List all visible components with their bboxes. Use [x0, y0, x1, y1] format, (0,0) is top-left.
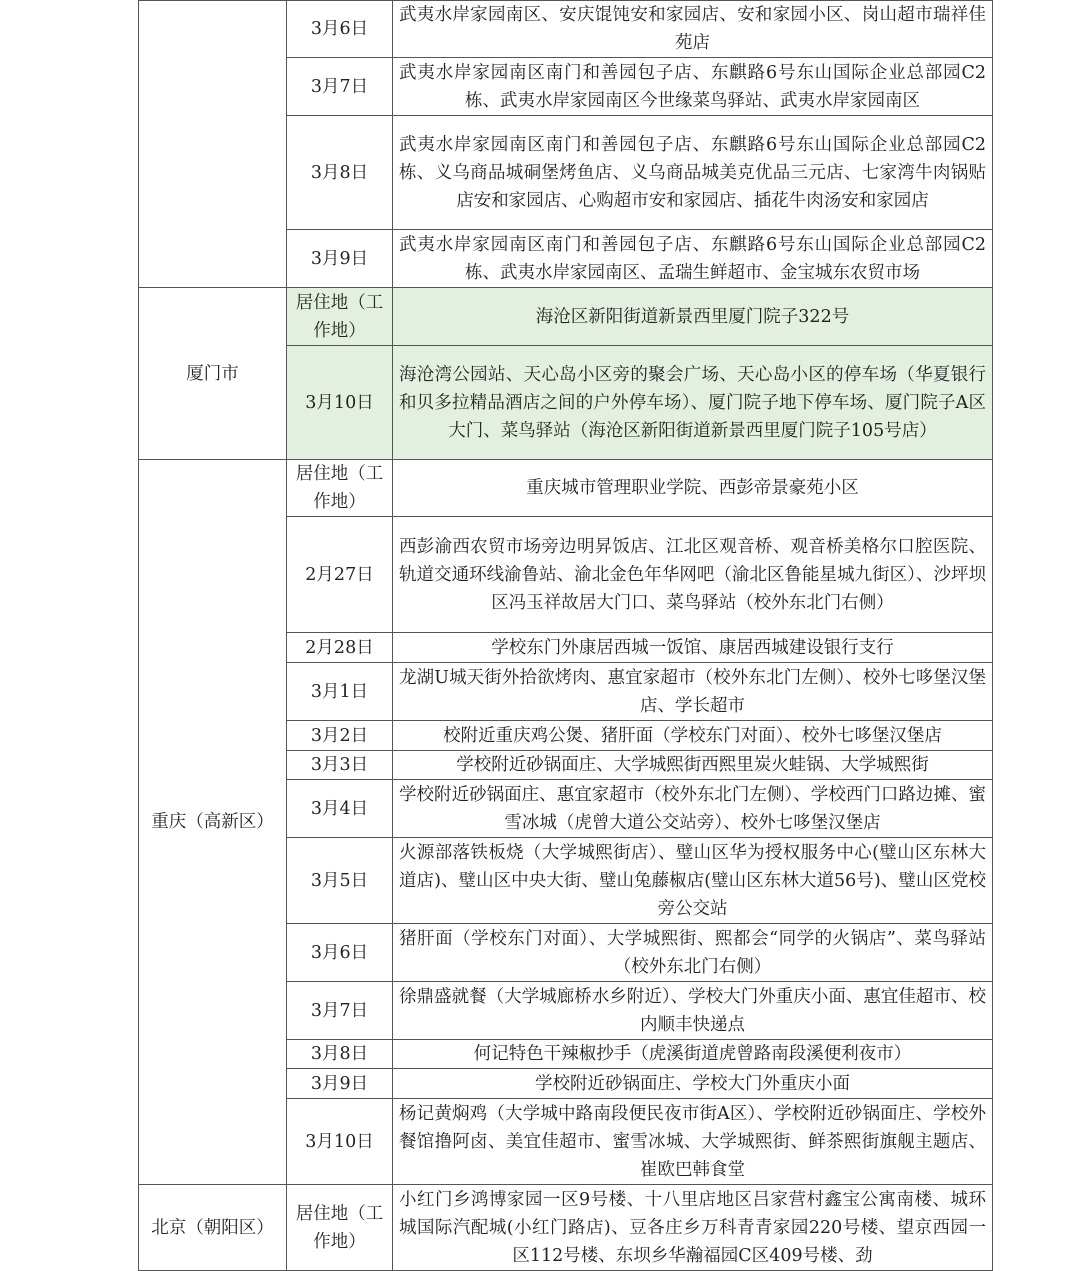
city-cell: 重庆（高新区）: [139, 460, 287, 1185]
date-cell: 3月8日: [287, 116, 393, 230]
places-cell: 小红门乡鸿博家园一区9号楼、十八里店地区吕家营村鑫宝公寓南楼、城环城国际汽配城(小红门路店)、豆各庄乡万科青青家园220号楼、望京西园一区112号楼、东坝乡华瀚福园C区409号楼、劲: [393, 1185, 993, 1271]
city-cell: 厦门市: [139, 288, 287, 460]
places-cell: 学校东门外康居西城一饭馆、康居西城建设银行支行: [393, 633, 993, 663]
places-cell: 徐鼎盛就餐（大学城廊桥水乡附近）、学校大门外重庆小面、惠宜佳超市、校内顺丰快递点: [393, 982, 993, 1040]
date-cell: 3月6日: [287, 924, 393, 982]
date-cell: 居住地（工作地）: [287, 460, 393, 517]
date-cell: 3月10日: [287, 346, 393, 460]
table-row: [139, 460, 993, 517]
date-cell: 3月3日: [287, 751, 393, 780]
date-cell: 3月4日: [287, 780, 393, 838]
date-cell: 居住地（工作地）: [287, 1185, 393, 1271]
date-cell: 3月6日: [287, 1, 393, 58]
date-cell: 3月10日: [287, 1099, 393, 1185]
city-cell: [139, 1, 287, 288]
places-cell: 学校附近砂锅面庄、惠宜家超市（校外东北门左侧）、学校西门口路边摊、蜜雪冰城（虎曾大道公交站旁）、校外七哆堡汉堡店: [393, 780, 993, 838]
date-cell: 3月7日: [287, 982, 393, 1040]
places-cell: 西彭渝西农贸市场旁边明昇饭店、江北区观音桥、观音桥美格尔口腔医院、轨道交通环线渝鲁站、渝北金色年华网吧（渝北区鲁能星城九街区）、沙坪坝区冯玉祥故居大门口、菜鸟驿站（校外东北门右侧）: [393, 517, 993, 633]
places-cell: 杨记黄焖鸡（大学城中路南段便民夜市街A区）、学校附近砂锅面庄、学校外餐馆撸阿卤、美宜佳超市、蜜雪冰城、大学城熙街、鲜茶熙街旗舰主题店、崔欧巴韩食堂: [393, 1099, 993, 1185]
places-cell: 武夷水岸家园南区南门和善园包子店、东麒路6号东山国际企业总部园C2栋、武夷水岸家园南区、孟瑞生鲜超市、金宝城东农贸市场: [393, 230, 993, 288]
places-cell: 武夷水岸家园南区、安庆馄饨安和家园店、安和家园小区、岗山超市瑞祥佳苑店: [393, 1, 993, 58]
places-cell: 火源部落铁板烧（大学城熙街店）、璧山区华为授权服务中心(璧山区东林大道店)、璧山区中央大街、璧山兔藤椒店(璧山区东林大道56号)、璧山区党校旁公交站: [393, 838, 993, 924]
date-cell: 3月2日: [287, 721, 393, 751]
places-cell: 海沧湾公园站、天心岛小区旁的聚会广场、天心岛小区的停车场（华夏银行和贝多拉精品酒店之间的户外停车场）、厦门院子地下停车场、厦门院子A区大门、菜鸟驿站（海沧区新阳街道新景西里厦门院子105号店）: [393, 346, 993, 460]
date-cell: 3月7日: [287, 58, 393, 116]
table-row: [139, 1185, 993, 1271]
city-cell: 北京（朝阳区）: [139, 1185, 287, 1271]
places-cell: 重庆城市管理职业学院、西彭帝景豪苑小区: [393, 460, 993, 517]
places-cell: 海沧区新阳街道新景西里厦门院子322号: [393, 288, 993, 346]
date-cell: 2月28日: [287, 633, 393, 663]
date-cell: 3月9日: [287, 230, 393, 288]
places-cell: 武夷水岸家园南区南门和善园包子店、东麒路6号东山国际企业总部园C2栋、义乌商品城硐堡烤鱼店、义乌商品城美克优品三元店、七家湾牛肉锅贴店安和家园店、心购超市安和家园店、插花牛肉汤安和家园店: [393, 116, 993, 230]
places-cell: 校附近重庆鸡公煲、猪肝面（学校东门对面）、校外七哆堡汉堡店: [393, 721, 993, 751]
date-cell: 居住地（工作地）: [287, 288, 393, 346]
places-cell: 学校附近砂锅面庄、大学城熙街西熙里炭火蛙锅、大学城熙街: [393, 751, 993, 780]
places-cell: 猪肝面（学校东门对面）、大学城熙街、熙都会“同学的火锅店”、菜鸟驿站（校外东北门右侧）: [393, 924, 993, 982]
date-cell: 2月27日: [287, 517, 393, 633]
date-cell: 3月9日: [287, 1069, 393, 1099]
places-cell: 学校附近砂锅面庄、学校大门外重庆小面: [393, 1069, 993, 1099]
places-cell: 武夷水岸家园南区南门和善园包子店、东麒路6号东山国际企业总部园C2栋、武夷水岸家园南区今世缘菜鸟驿站、武夷水岸家园南区: [393, 58, 993, 116]
date-cell: 3月5日: [287, 838, 393, 924]
date-cell: 3月8日: [287, 1040, 393, 1069]
case-itinerary-table: [138, 0, 993, 1271]
places-cell: 龙湖U城天街外拾欲烤肉、惠宜家超市（校外东北门左侧）、校外七哆堡汉堡店、学长超市: [393, 663, 993, 721]
date-cell: 3月1日: [287, 663, 393, 721]
places-cell: 何记特色干辣椒抄手（虎溪街道虎曾路南段溪便利夜市）: [393, 1040, 993, 1069]
table-row: [139, 1, 993, 58]
table-row: [139, 288, 993, 346]
